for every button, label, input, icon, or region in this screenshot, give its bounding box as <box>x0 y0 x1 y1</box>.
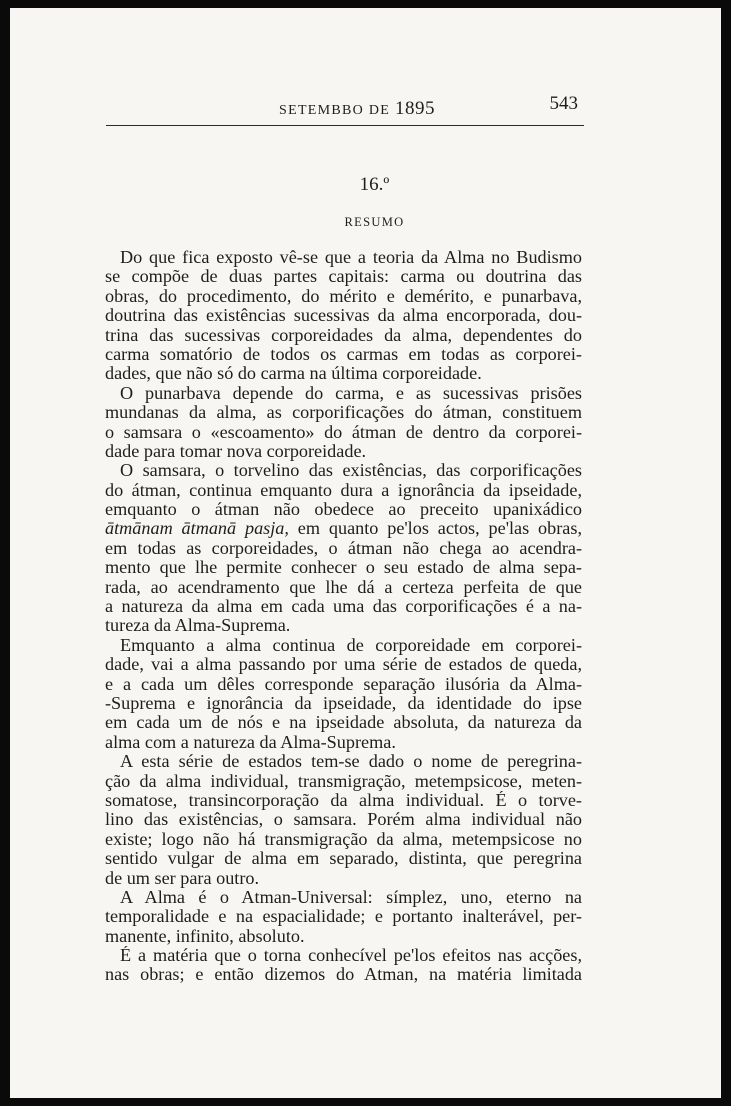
text-line: a natureza da alma em cada uma das corporificações é a na- <box>105 597 582 617</box>
text-line: obras, do procedimento, do mérito e demérito, e punarbava, <box>105 286 582 306</box>
text-line: de um ser para outro. <box>105 868 260 888</box>
text-line: O samsara, o torvelino das existências, das corporificações <box>120 461 582 481</box>
text-line-remainder: em quanto pe'los actos, pe'las obras, <box>297 519 582 539</box>
running-title-year: 1895 <box>394 98 435 119</box>
book-page <box>10 8 721 1098</box>
text-line: em todas as corporeidades, o átman não chega ao acendra- <box>105 538 582 558</box>
text-line: em cada um de nós e na ipseidade absoluta, da natureza da <box>105 713 582 733</box>
text-line: A esta série de estados tem-se dado o nome de peregrina- <box>120 752 582 772</box>
running-title <box>279 98 435 120</box>
text-line: ção da alma individual, transmigração, metempsicose, meten- <box>105 771 582 791</box>
section-heading: RESUMO <box>344 215 405 229</box>
body-text <box>105 248 582 985</box>
text-line: doutrina das existências sucessivas da alma encorporada, dou- <box>105 306 582 326</box>
text-line: mento que lhe permite conhecer o seu estado de alma sepa- <box>105 558 582 578</box>
text-line: -Suprema e ignorância da ipseidade, da identidade do ipse <box>105 693 582 713</box>
text-line: Emquanto a alma continua de corporeidade em corporei- <box>120 635 582 655</box>
text-line <box>105 519 582 538</box>
text-line: nas obras; e então dizemos do Atman, na matéria limitada <box>105 965 582 985</box>
text-line: temporalidade e na espacialidade; e portanto inalterável, per- <box>105 907 582 927</box>
text-line: dade, vai a alma passando por uma série de estados de queda, <box>105 655 582 675</box>
text-line: do átman, continua emquanto dura a ignorância da ipseidade, <box>105 480 582 500</box>
text-line: rada, ao acendramento que lhe dá a certeza perfeita de que <box>105 577 582 597</box>
text-line: somatose, transincorporação da alma individual. É o torve- <box>105 790 582 810</box>
text-line: manente, infinito, absoluto. <box>105 926 305 946</box>
page-header <box>106 90 584 120</box>
text-line: se compõe de duas partes capitais: carma ou doutrina das <box>105 267 582 287</box>
sanskrit-phrase: ātmānam ātmanā pasja, <box>105 519 289 539</box>
text-line: dade para tomar nova corporeidade. <box>105 441 367 461</box>
text-line: sentido vulgar de alma em separado, distinta, que peregrina <box>105 849 582 869</box>
text-line: O punarbava depende do carma, e as sucessivas prisões <box>120 383 582 403</box>
text-line: mundanas da alma, as corporificações do átman, constituem <box>105 403 582 423</box>
text-line: Do que fica exposto vê-se que a teoria da Alma no Budismo <box>120 248 582 267</box>
text-line: tureza da Alma-Suprema. <box>105 616 291 636</box>
text-line: o samsara o «escoamento» do átman de dentro da corporei- <box>105 422 582 442</box>
running-title-month: SETEMBBO DE <box>279 103 391 118</box>
text-line: dades, que não só do carma na última corporeidade. <box>105 364 482 384</box>
page-number: 543 <box>549 93 578 114</box>
text-line: emquanto o átman não obedece ao preceito upanixádico <box>105 500 582 520</box>
text-line: existe; logo não há transmigração da alma, metempsicose no <box>105 829 582 849</box>
section-number: 16.º <box>359 174 390 195</box>
header-rule <box>106 125 584 126</box>
text-line: É a matéria que o torna conhecível pe'los efeitos nas acções, <box>120 946 582 966</box>
text-line: carma somatório de todos os carmas em todas as corporei- <box>105 344 582 364</box>
text-line: trina das sucessivas corporeidades da alma, dependentes do <box>105 325 582 345</box>
text-line: e a cada um dêles corresponde separação ilusória da Alma- <box>105 674 582 694</box>
text-line: lino das existências, o samsara. Porém alma individual não <box>105 810 582 830</box>
text-line: A Alma é o Atman-Universal: símplez, uno, eterno na <box>120 887 582 907</box>
text-line: alma com a natureza da Alma-Suprema. <box>105 732 396 752</box>
